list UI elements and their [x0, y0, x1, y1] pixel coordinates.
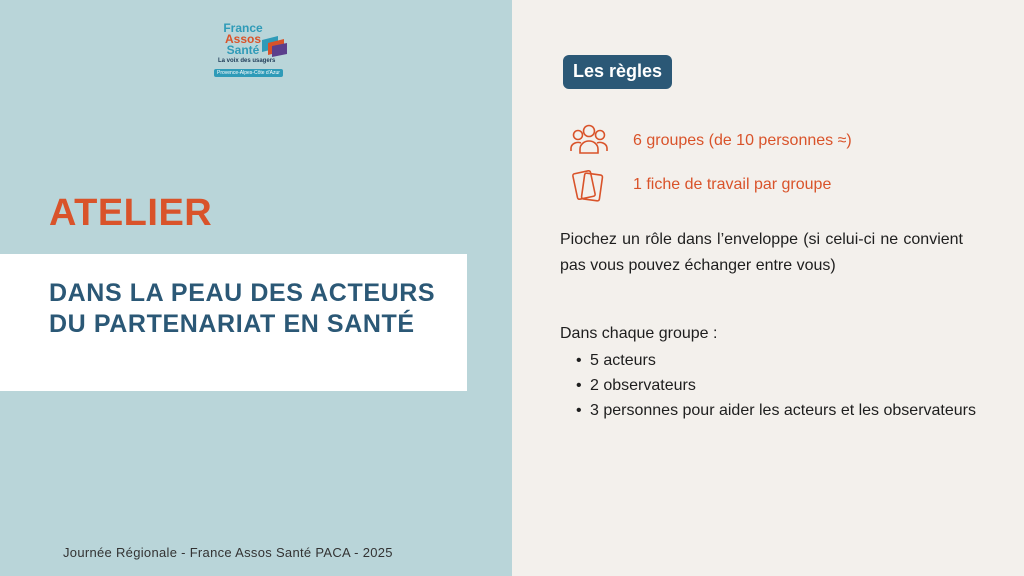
group-title: Dans chaque groupe :: [560, 325, 718, 342]
workshop-title: DANS LA PEAU DES ACTEURS DU PARTENARIAT EN SANTÉ: [49, 279, 436, 338]
logo-word-sante: Santé: [226, 43, 260, 57]
list-item: • 3 personnes pour aider les acteurs et les observateurs: [576, 398, 979, 423]
logo-word-france: France: [223, 21, 263, 35]
list-item: • 5 acteurs: [576, 348, 979, 373]
atelier-heading: ATELIER: [49, 192, 213, 234]
people-group-icon: [569, 121, 609, 161]
france-assos-sante-logo: [214, 22, 294, 82]
rule-text-worksheet: 1 fiche de travail par groupe: [633, 176, 832, 193]
logo-flags-icon: [260, 34, 288, 58]
list-item: • 2 observateurs: [576, 373, 979, 398]
logo-region: Provence-Alpes-Côte d'Azur: [214, 69, 283, 77]
cards-icon: [569, 166, 609, 206]
footer-text: Journée Régionale - France Assos Santé PACA - 2025: [63, 545, 393, 560]
logo-word-assos: Assos: [224, 32, 262, 46]
rules-badge: Les règles: [563, 55, 672, 89]
rule-text-groups: 6 groupes (de 10 personnes ≈): [633, 132, 852, 149]
title-box: [0, 254, 467, 391]
group-list: [560, 348, 979, 423]
instruction-paragraph: Piochez un rôle dans l’enveloppe (si celui-ci ne convient pas vous pouvez échanger entre vous): [560, 231, 963, 274]
logo-tagline: La voix des usagers: [218, 58, 276, 64]
